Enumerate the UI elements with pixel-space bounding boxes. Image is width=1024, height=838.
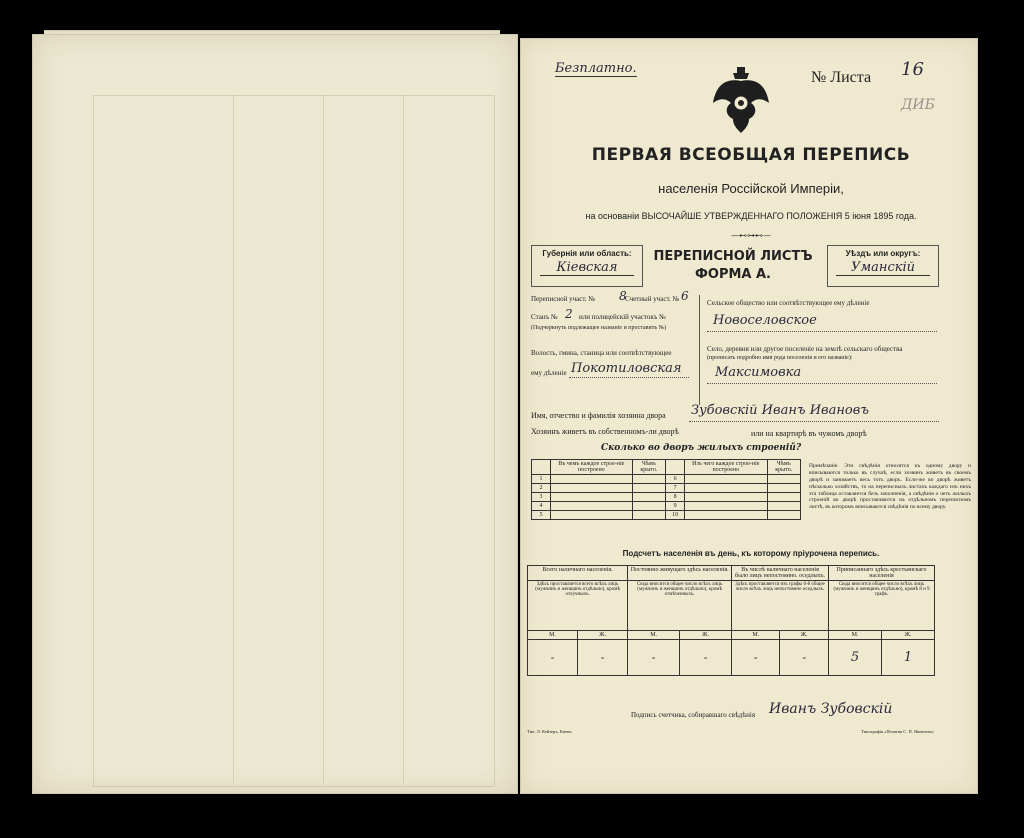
bleed-through-line [233, 95, 234, 785]
summary-header: Въ числѣ наличнаго населенія было лицъ непостоянно. оседлыхъ. [732, 566, 829, 581]
summary-description: Сюда вносится общее число всѣхъ лицъ (мужчинъ и женщинъ отдѣльно), кромѣ отмѣченныхъ. [628, 581, 732, 631]
row-number: 7 [666, 484, 685, 493]
sex-female: Ж. [780, 631, 829, 640]
summary-value: - [528, 640, 578, 676]
schetny-value: 6 [681, 289, 689, 303]
village-line [707, 383, 937, 384]
police-label: или полицейскій участокъ № [579, 313, 666, 321]
summary-description: Здѣсь проставляется всего всѣхъ лицъ (мужчинъ и женщинъ отдѣльно), кромѣ отлучныхъ. [528, 581, 628, 631]
volost-value: Покотиловская [571, 361, 682, 376]
sheet-number-label: № Листа [811, 69, 872, 86]
printer-left: Тип. Л. Кейзеръ, Киевъ [527, 729, 572, 734]
col-header: Чѣмъ крыто. [767, 460, 801, 475]
summary-value: 1 [881, 640, 934, 676]
row-number: 6 [666, 475, 685, 484]
sheet-number-value: 16 [901, 59, 924, 80]
form-title: ПЕРВАЯ ВСЕОБЩАЯ ПЕРЕПИСЬ [591, 145, 911, 165]
form-subtitle: населенія Россійской Имперіи, [658, 181, 844, 196]
sex-female: Ж. [881, 631, 934, 640]
summary-value: - [680, 640, 732, 676]
col-header: Изъ чего каждое строе-ніе построено [685, 460, 767, 475]
schetny-label: Счетный участ. № [625, 295, 680, 303]
note-text: Примѣчаніе. Эти свѣдѣнія относятся къ одному двору и вписываются только въ случаѣ, если хозяинъ живетъ въ своемъ дворѣ и занимаетъ весь тотъ дворъ. Если-же во дворѣ живетъ нѣсколько хозяйствъ, то на переписныхъ листахъ каждаго изъ нихъ эта таблица оставляется безъ заполненія, а свѣдѣнія о четъ жилыхъ строеній во дворѣ проставляются на отдѣльномъ переписномъ листѣ, въ которомъ вписываются свѣдѣнія по всему двору. [809, 463, 971, 511]
owner-value: Зубовскій Иванъ Ивановъ [691, 403, 869, 418]
volost-label-2: ему дѣленіе [531, 369, 567, 377]
sex-male: М. [528, 631, 578, 640]
summary-value: - [578, 640, 628, 676]
uezd-label: Уѣздъ или округъ: [845, 249, 921, 258]
free-label: Безплатно. [555, 61, 637, 76]
perepisnoy-label: Переписной участ. № [531, 295, 596, 303]
buildings-label: Сколько во дворъ жилыхъ строеній? [601, 443, 802, 453]
row-number: 9 [666, 502, 685, 511]
row-number: 3 [532, 493, 551, 502]
summary-description: Сюда вносится общее число всѣхъ лицъ (мужчинъ и женщинъ отдѣльно), кромѣ 8 и 9 графъ. [829, 581, 935, 631]
stan-label: Станъ № [531, 313, 558, 321]
archive-stamp: ДИБ [901, 97, 935, 113]
summary-value: - [780, 640, 829, 676]
summary-value: 5 [829, 640, 882, 676]
summary-value: - [628, 640, 680, 676]
signature-label: Подпись счетчика, собиравшаго свѣдѣнія [631, 711, 756, 719]
volost-label: Волость, гмина, станица или соотвѣтствующее [531, 349, 672, 357]
list-title: ПЕРЕПИСНОЙ ЛИСТЪ [653, 249, 813, 264]
owner-line [689, 421, 939, 422]
volost-line [569, 377, 689, 378]
lives-label: Хозяинъ живетъ въ собственномъ-ли дворѣ [531, 427, 679, 436]
sex-female: Ж. [578, 631, 628, 640]
society-value: Новоселовское [713, 313, 817, 328]
society-line [707, 331, 937, 332]
imperial-eagle-emblem [711, 63, 771, 135]
column-divider [699, 295, 700, 405]
summary-table [527, 565, 935, 676]
uezd-box [827, 245, 939, 287]
row-number: 4 [532, 502, 551, 511]
row-number: 2 [532, 484, 551, 493]
guberniya-value: Кiевская [540, 260, 634, 276]
signature-value: Иванъ Зубовскій [769, 701, 893, 717]
owner-label: Имя, отчество и фамилія хозяина двора [531, 411, 666, 420]
summary-header: Приписаннаго здѣсь крестьянскаго населенія [829, 566, 935, 581]
stan-value: 2 [565, 307, 573, 321]
col-header: Въ чемъ каждое строе-ніе построено [551, 460, 633, 475]
sex-female: Ж. [680, 631, 732, 640]
buildings-table [531, 459, 801, 520]
underline-note: (Подчеркнуть подлежащее названіе и проставить №) [531, 325, 667, 331]
left-page [32, 34, 518, 794]
ornament-divider: —⊷⊶⊷— [731, 231, 771, 240]
form-basis: на основаніи ВЫСОЧАЙШЕ УТВЕРЖДЕННАГО ПОЛОЖЕНІЯ 5 іюня 1895 года. [585, 211, 917, 221]
col-header: Чѣмъ крыто. [632, 460, 665, 475]
bleed-through-line [323, 95, 324, 785]
sex-male: М. [829, 631, 882, 640]
guberniya-label: Губернія или область: [542, 249, 632, 258]
lives-label-2: или на квартирѣ въ чужомъ дворѣ [751, 429, 867, 438]
village-note: (прописать подробно имя рода поселенія и его названіе): [707, 355, 853, 361]
summary-description: Здѣсь проставляется изъ графы 6-8 общее число всѣхъ лицъ непостоянно оседлыхъ. [732, 581, 829, 631]
village-label: Село, деревня или другое поселеніе на землѣ сельскаго общества [707, 345, 903, 353]
row-number: 10 [666, 511, 685, 520]
perepisnoy-value: 8 [619, 289, 627, 303]
uezd-value: Уманскiй [836, 260, 930, 276]
printer-right: Типографія «Печатня С. П. Яковлева» [861, 729, 934, 734]
sex-male: М. [732, 631, 780, 640]
bleed-through-line [403, 95, 404, 785]
village-value: Максимовка [715, 365, 802, 380]
form-type: ФОРМА А. [695, 267, 771, 282]
summary-value: - [732, 640, 780, 676]
sex-male: М. [628, 631, 680, 640]
summary-title: Подсчетъ населенія въ день, къ которому пріурочена перепись. [622, 549, 880, 558]
census-form-page [520, 38, 978, 794]
guberniya-box [531, 245, 643, 287]
summary-header: Всего наличнаго населенія. [528, 566, 628, 581]
row-number: 5 [532, 511, 551, 520]
row-number: 8 [666, 493, 685, 502]
summary-header: Постоянно живущаго здѣсь населенія. [628, 566, 732, 581]
society-label: Сельское общество или соотвѣтствующее ему дѣленіе [707, 299, 870, 307]
row-number: 1 [532, 475, 551, 484]
bleed-through-frame [93, 95, 495, 787]
